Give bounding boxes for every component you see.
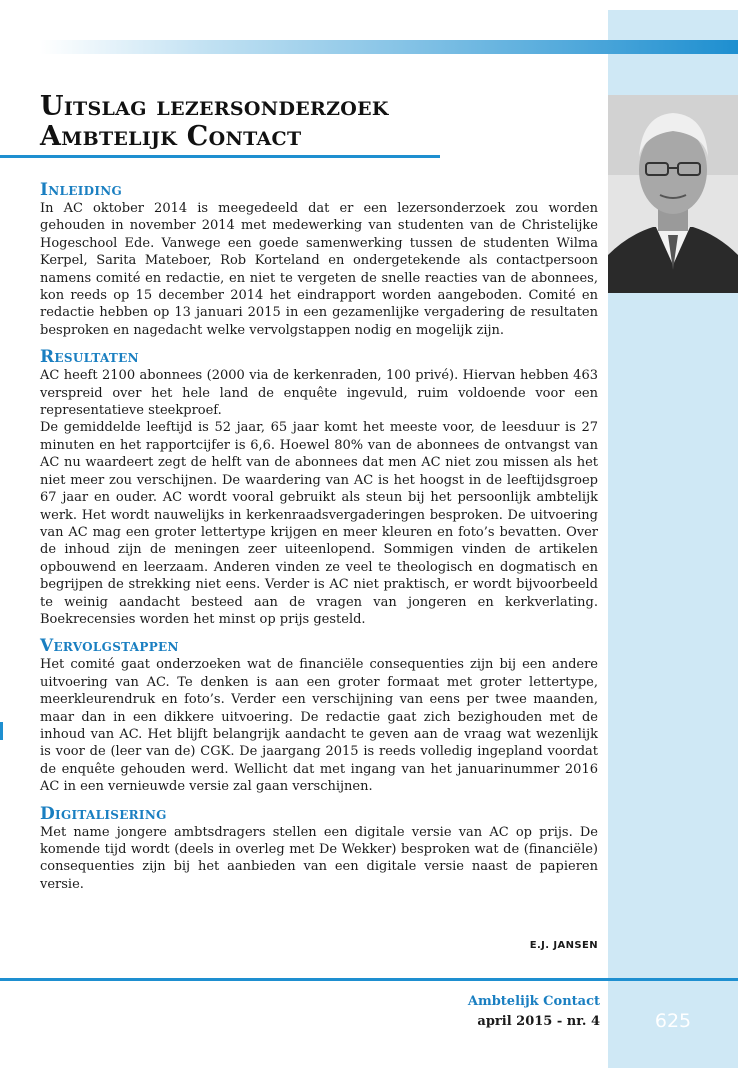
footer-journal-name: Ambtelijk Contact <box>467 994 600 1009</box>
page-title <box>40 92 480 152</box>
section-paragraph: In AC oktober 2014 is meegedeeld dat er een lezersonderzoek zou worden gehouden in november 2014 met medewerking van studenten van de Christelijke Hogeschool Ede. Vanwege een goede samenwerking tussen de studenten Wilma Kerpel, Sarita Mateboer, Rob Korteland en ondergetekende als contactpersoon namens comité en redactie, en niet te vergeten de snelle reacties van de abonnees, kon reeds op 15 december 2014 het eindrapport worden aangeboden. Comité en redactie hebben op 13 januari 2015 in een gezamenlijke vergadering de resultaten besproken en nagedacht welke vervolgstappen nodig en mogelijk zijn. <box>40 201 598 338</box>
portrait-image <box>608 95 738 293</box>
section-paragraph: De gemiddelde leeftijd is 52 jaar, 65 jaar komt het meeste voor, de leesduur is 27 minuten en het rapportcijfer is 6,6. Hoewel 80% van de abonnees de ontvangst van AC nu waardeert zegt de helft van de abonnees dat men AC niet zou missen als het niet meer zou verschijnen. De waardering van AC is het hoogst in de leeftijdsgroep 67 jaar en ouder. AC wordt vooral gebruikt als steun bij het persoonlijk ambtelijk werk. Het wordt nauwelijks in kerkenraadsvergaderingen besproken. De uitvoering van AC mag een groter lettertype krijgen en meer kleuren en foto’s bevatten. Over de inhoud zijn de meningen zeer uiteenlopend. Sommigen vinden de artikelen opbouwend en leerzaam. Anderen vinden ze veel te theologisch en dogmatisch en begrijpen de strekking niet eens. Verder is AC niet praktisch, er wordt bijvoorbeeld te weinig aandacht besteed aan de vragen van jongeren en kerkverlating. Boekrecensies worden het minst op prijs gesteld. <box>40 420 598 627</box>
title-line-2: Ambtelijk Contact <box>40 121 302 152</box>
footer-rule <box>0 978 738 981</box>
section-paragraph: AC heeft 2100 abonnees (2000 via de kerkenraden, 100 privé). Hiervan hebben 463 verspreid over het hele land de enquête ingevuld, ruim voldoende voor een representatieve steekproef. <box>40 368 598 419</box>
title-line-1: Uitslag lezersonderzoek <box>40 91 389 122</box>
author-portrait <box>608 95 738 293</box>
section-paragraph: Met name jongere ambtsdragers stellen een digitale versie van AC op prijs. De komende tijd wordt (deels in overleg met De Wekker) besproken wat de (financiële) consequenties zijn bij het aanbieden van een digitale versie naast de papieren versie. <box>40 824 598 892</box>
article-body <box>40 180 598 901</box>
section-paragraph: Het comité gaat onderzoeken wat de financiële consequenties zijn bij een andere uitvoering van AC. Te denken is aan een groter formaat met groter lettertype, meerkleurendruk en foto’s. Verder een verschijning van eens per twee maanden, maar dan in een dikkere uitvoering. De redactie gaat zich bezighouden met de inhoud van AC. Het blijft belangrijk aandacht te geven aan de vraag wat wezenlijk is voor de (leer van de) CGK. De jaargang 2015 is reeds volledig ingepland voordat de enquête gehouden werd. Wellicht dat met ingang van het januarinummer 2016 AC in een vernieuwde versie zal gaan verschijnen. <box>40 657 598 795</box>
author-signature: E.J. JANSEN <box>529 940 598 951</box>
section-vervolgstappen <box>40 636 598 795</box>
top-gradient-bar <box>40 40 738 54</box>
title-underline <box>0 155 440 158</box>
section-heading: Inleiding <box>40 180 123 200</box>
section-digitalisering <box>40 804 598 894</box>
section-heading: Vervolgstappen <box>40 636 179 657</box>
section-resultaten <box>40 347 598 628</box>
page-number: 625 <box>654 1010 692 1032</box>
section-heading: Resultaten <box>40 347 139 368</box>
section-heading: Digitalisering <box>40 803 167 824</box>
footer-issue: april 2015 - nr. 4 <box>477 1014 600 1029</box>
section-inleiding <box>40 180 598 339</box>
margin-marker <box>0 722 3 740</box>
